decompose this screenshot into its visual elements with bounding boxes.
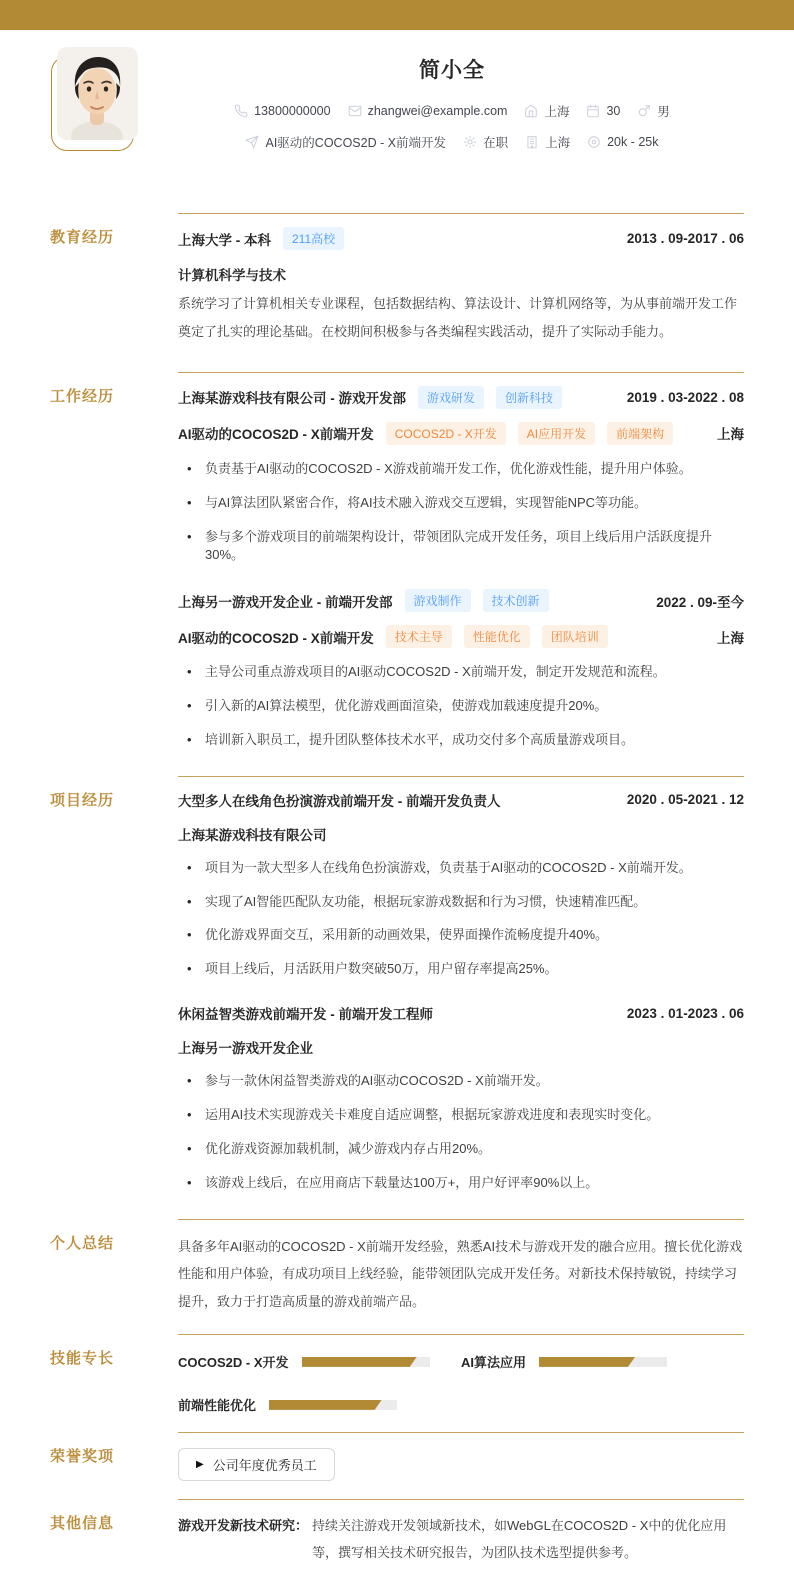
project-bullets — [178, 859, 744, 979]
bullet-item: • 参与一款休闲益智类游戏的AI驱动COCOS2D - X前端开发。 — [178, 1072, 744, 1091]
skill-bar — [539, 1357, 667, 1367]
bullet-item: • 优化游戏界面交互，采用新的动画效果，使界面操作流畅度提升40%。 — [178, 926, 744, 945]
bullet-item: • 参与多个游戏项目的前端架构设计，带领团队完成开发任务，项目上线后用户活跃度提升30%。 — [178, 528, 744, 566]
skill-name: COCOS2D - X开发 — [178, 1355, 289, 1371]
email-text: zhangwei@example.com — [367, 104, 508, 118]
calendar-icon — [586, 104, 600, 118]
role-name: AI驱动的COCOS2D - X前端开发 — [178, 427, 374, 443]
work-company-row — [178, 386, 744, 409]
project-entry — [178, 1003, 744, 1192]
salary-text: 20k - 25k — [607, 135, 659, 149]
section-title-summary: 个人总结 — [50, 1234, 115, 1252]
top-accent-bar — [0, 0, 794, 30]
company-tag: 技术创新 — [483, 589, 549, 612]
section-summary — [50, 1219, 744, 1335]
resume-header — [0, 30, 794, 176]
work-location: 上海 — [717, 427, 744, 443]
bullet-item: • 主导公司重点游戏项目的AI驱动COCOS2D - X前端开发，制定开发规范和流程。 — [178, 663, 744, 682]
gear-icon — [463, 135, 477, 149]
job-status-text: 在职 — [483, 136, 509, 150]
gender-text: 男 — [657, 105, 670, 119]
target-icon — [587, 135, 601, 149]
project-name: 大型多人在线角色扮演游戏前端开发 - 前端开发负责人 — [178, 793, 501, 809]
phone-text: 13800000000 — [254, 104, 331, 118]
honors-body — [178, 1432, 744, 1499]
skill-item — [178, 1352, 461, 1371]
project-company: 上海某游戏科技有限公司 — [178, 827, 327, 843]
work-bullets — [178, 663, 744, 750]
mail-icon — [348, 104, 362, 118]
skill-bar — [302, 1357, 430, 1367]
header-info — [160, 54, 744, 151]
bullet-item: • 优化游戏资源加载机制，减少游戏内存占用20%。 — [178, 1140, 744, 1159]
phone-icon — [234, 104, 248, 118]
education-header-row — [178, 227, 744, 250]
school-name: 上海大学 - 本科 — [178, 232, 271, 248]
work-entry — [178, 589, 744, 750]
bullet-item: • 与AI算法团队紧密合作，将AI技术融入游戏交互逻辑，实现智能NPC等功能。 — [178, 494, 744, 513]
project-header-row — [178, 790, 744, 810]
contact-salary — [587, 135, 658, 149]
section-title-skills: 技能专长 — [50, 1350, 115, 1368]
role-tag: AI应用开发 — [518, 422, 595, 445]
company-tag: 创新科技 — [496, 386, 562, 409]
section-other — [50, 1499, 744, 1584]
bullet-item: • 引入新的AI算法模型，优化游戏画面渲染，使游戏加载速度提升20%。 — [178, 697, 744, 716]
school-tag: 211高校 — [283, 227, 344, 250]
contact-phone — [234, 104, 330, 118]
work-role-row — [178, 422, 744, 445]
section-work — [50, 372, 744, 776]
gender-icon — [637, 104, 651, 118]
work-entry — [178, 386, 744, 565]
project-bullets — [178, 1072, 744, 1192]
skill-name: 前端性能优化 — [178, 1398, 257, 1414]
avatar — [57, 47, 138, 140]
target-job-text: AI驱动的COCOS2D - X前端开发 — [265, 136, 447, 150]
role-tag: 性能优化 — [464, 625, 530, 648]
skill-bar-fill — [269, 1400, 382, 1410]
work-bullets — [178, 460, 744, 565]
role-name: AI驱动的COCOS2D - X前端开发 — [178, 630, 374, 646]
contact-gender — [637, 102, 670, 120]
project-date: 2020 . 05-2021 . 12 — [626, 792, 744, 808]
bullet-item: • 运用AI技术实现游戏关卡难度自适应调整，根据玩家游戏进度和表现实时变化。 — [178, 1106, 744, 1125]
education-entry — [178, 227, 744, 346]
section-education — [50, 213, 744, 372]
work-city-text: 上海 — [545, 136, 571, 150]
company-tag: 游戏制作 — [405, 589, 471, 612]
section-skills — [50, 1334, 744, 1432]
contact-age — [586, 104, 620, 118]
honor-chip[interactable] — [178, 1448, 335, 1481]
bullet-item: • 实现了AI智能匹配队友功能，根据玩家游戏数据和行为习惯，快速精准匹配。 — [178, 893, 744, 912]
bullet-item: • 该游戏上线后，在应用商店下载量达100万+，用户好评率90%以上。 — [178, 1174, 744, 1193]
project-date: 2023 . 01-2023 . 06 — [626, 1005, 744, 1021]
section-projects — [50, 776, 744, 1219]
profile-photo-frame — [57, 47, 138, 140]
play-arrow-icon: ▶ — [196, 1458, 204, 1470]
major-name: 计算机科学与技术 — [178, 268, 286, 283]
company-name: 上海另一游戏开发企业 - 前端开发部 — [178, 594, 393, 610]
skill-grid — [178, 1348, 744, 1414]
other-body — [178, 1499, 744, 1584]
send-icon — [245, 135, 259, 149]
contact-home-city — [524, 102, 569, 120]
resume-sections — [0, 213, 794, 1585]
project-entry — [178, 790, 744, 979]
company-name: 上海某游戏科技有限公司 - 游戏开发部 — [178, 391, 406, 407]
work-body — [178, 372, 744, 776]
skills-body — [178, 1334, 744, 1432]
home-icon — [524, 104, 538, 118]
home-city-text: 上海 — [544, 105, 570, 119]
role-tag: 团队培训 — [542, 625, 608, 648]
project-name: 休闲益智类游戏前端开发 - 前端开发工程师 — [178, 1007, 433, 1023]
role-tag: COCOS2D - X开发 — [386, 422, 506, 445]
project-company: 上海另一游戏开发企业 — [178, 1041, 313, 1057]
bullet-item: • 培训新入职员工，提升团队整体技术水平，成功交付多个高质量游戏项目。 — [178, 731, 744, 750]
candidate-name: 简小全 — [419, 59, 485, 82]
role-tag: 技术主导 — [386, 625, 452, 648]
contact-job-status — [463, 133, 508, 151]
other-text: 持续关注游戏开发领域新技术，如WebGL在COCOS2D - X中的优化应用等，撰写相关技术研究报告，为团队技术选型提供参考。 — [312, 1518, 727, 1560]
work-date: 2022 . 09-至今 — [656, 594, 744, 610]
work-date: 2019 . 03-2022 . 08 — [626, 389, 744, 405]
section-title-projects: 项目经历 — [50, 791, 115, 809]
summary-body — [178, 1219, 744, 1335]
bullet-item: • 项目上线后，月活跃用户数突破50万，用户留存率提高25%。 — [178, 960, 744, 979]
projects-body — [178, 776, 744, 1219]
contact-row-1 — [160, 102, 744, 120]
bullet-item: • 负责基于AI驱动的COCOS2D - X游戏前端开发工作，优化游戏性能，提升用户体验。 — [178, 460, 744, 479]
work-role-row — [178, 625, 744, 648]
skill-name: AI算法应用 — [461, 1355, 527, 1371]
skill-item — [461, 1352, 744, 1371]
project-header-row — [178, 1003, 744, 1023]
education-description: 系统学习了计算机相关专业课程，包括数据结构、算法设计、计算机网络等，为从事前端开发工作奠定了扎实的理论基础。在校期间积极参与各类编程实践活动，提升了实际动手能力。 — [178, 296, 738, 339]
section-title-other: 其他信息 — [50, 1515, 115, 1533]
education-date: 2013 . 09-2017 . 06 — [626, 231, 744, 246]
summary-text: 具备多年AI驱动的COCOS2D - X前端开发经验，熟悉AI技术与游戏开发的融合应用。擅长优化游戏性能和用户体验，有成功项目上线经验，能带领团队完成开发任务。对新技术保持敏锐，持续学习提升，致力于打造高质量的游戏前端产品。 — [178, 1238, 743, 1310]
contact-row-2 — [160, 133, 744, 151]
skill-bar-fill — [539, 1357, 635, 1367]
skill-bar — [269, 1400, 397, 1410]
skill-item — [178, 1395, 461, 1414]
company-tag: 游戏研发 — [418, 386, 484, 409]
other-row — [178, 1513, 744, 1566]
work-location: 上海 — [717, 630, 744, 646]
age-text: 30 — [606, 104, 621, 118]
section-title-work: 工作经历 — [50, 387, 115, 405]
profile-photo — [57, 47, 138, 140]
section-honors — [50, 1432, 744, 1499]
work-company-row — [178, 589, 744, 612]
section-title-honors: 荣誉奖项 — [50, 1448, 115, 1466]
building-icon — [525, 135, 539, 149]
contact-target-job — [245, 133, 446, 151]
education-body — [178, 213, 744, 372]
skill-bar-fill — [302, 1357, 417, 1367]
contact-email — [348, 104, 508, 118]
section-title-education: 教育经历 — [50, 229, 115, 246]
contact-work-city — [525, 133, 570, 151]
bullet-item: • 项目为一款大型多人在线角色扮演游戏，负责基于AI驱动的COCOS2D - X前端开发。 — [178, 859, 744, 878]
role-tag: 前端架构 — [607, 422, 673, 445]
other-label: 游戏开发新技术研究： — [178, 1518, 309, 1534]
honor-label: 公司年度优秀员工 — [212, 1458, 317, 1474]
